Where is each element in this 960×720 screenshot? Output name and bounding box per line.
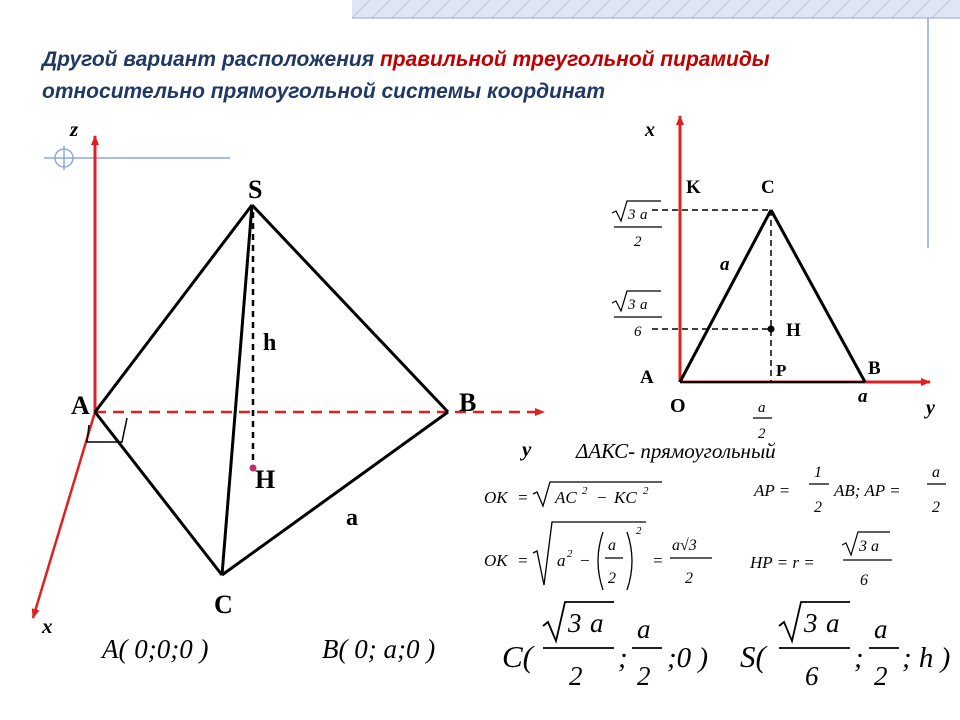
svg-text:2: 2 [685,570,693,587]
svg-text:2: 2 [569,661,583,691]
base-side-a-left: a [720,254,730,275]
point-H-marker [768,326,775,333]
vertex-B: B [459,388,477,417]
svg-text:a: a [932,464,940,481]
decor-band [44,0,960,248]
svg-text:1: 1 [814,464,822,481]
svg-text:a: a [590,608,604,638]
label-h: h [263,330,277,356]
x-axis [33,412,95,618]
base-point-K: K [686,177,701,198]
svg-text:;0 ): ;0 ) [667,642,709,674]
tick-sqrt3a-over-2 [612,201,662,250]
svg-text:C(: C( [502,639,533,674]
svg-text:2: 2 [582,485,588,497]
base-label-y: y [926,397,935,419]
svg-text:a√3: a√3 [672,537,697,554]
side-AC [680,210,771,382]
edge-AC [95,412,222,575]
svg-text:3: 3 [804,608,818,638]
vertex-A: A [71,391,90,420]
coord-A: A( 0;0;0 ) [102,634,209,664]
svg-text:2: 2 [932,499,940,516]
svg-text:a: a [758,400,766,416]
svg-text:3: 3 [568,608,582,638]
svg-text:2: 2 [814,499,822,516]
title-highlight: правильной треугольной пирамиды [379,48,770,71]
coord-S [740,602,950,691]
svg-text:a: a [871,538,879,555]
edge-SB [252,205,448,412]
base-side-a-bottom: a [858,386,868,407]
svg-text:a: a [874,614,888,644]
svg-text:2: 2 [643,485,649,497]
title-part-1: Другой вариант расположения [42,48,380,71]
base-point-A: A [640,367,654,388]
point-H: H [255,465,276,494]
svg-text:=: = [517,488,529,507]
svg-text:a: a [640,207,648,223]
base-label-x: x [645,119,655,141]
coord-B: B( 0; a;0 ) [322,634,436,664]
svg-text:3: 3 [628,207,636,223]
svg-text:KC: KC [614,488,637,507]
svg-text:2: 2 [567,548,573,560]
svg-text:a: a [608,537,616,554]
formula-hp [749,532,892,589]
svg-text:a: a [637,614,651,644]
tick-sqrt3a-over-6 [612,291,662,340]
base-point-B: B [868,358,881,379]
svg-text:=: = [517,551,529,570]
svg-text:a: a [826,608,840,638]
vertex-C: C [214,590,233,619]
triangle-statement: ΔАКС- прямоугольный [576,439,776,463]
svg-text:=: = [652,551,664,570]
svg-text:2: 2 [636,525,642,537]
edge-SA [95,205,252,412]
svg-text:6: 6 [634,324,642,340]
base-diagram [612,116,935,442]
base-point-C: C [761,177,775,198]
pyramid-diagram [33,117,544,638]
svg-text:ОК: ОК [484,551,508,570]
svg-text:S(: S( [740,639,766,674]
svg-text:AC: AC [555,488,577,507]
svg-text:2: 2 [634,234,642,250]
svg-text:2: 2 [608,570,616,587]
formula-ap [753,464,946,516]
side-CB [771,210,865,382]
base-point-H: H [786,320,801,341]
svg-text:3: 3 [628,297,636,313]
label-z: z [70,117,79,141]
svg-text:; h ): ; h ) [902,642,951,674]
svg-text:AB; AP =: AB; AP = [834,481,901,500]
svg-text:2: 2 [758,426,766,442]
svg-text:6: 6 [805,661,819,691]
svg-text:6: 6 [860,572,868,589]
coord-C [502,602,708,691]
svg-text:AP =: AP = [754,481,791,500]
label-y: y [522,437,532,461]
svg-text:;: ; [618,642,628,674]
label-a: a [346,505,358,531]
formula-ok-1 [484,482,662,507]
base-origin: O [670,395,686,417]
svg-text:;: ; [854,642,864,674]
svg-text:a: a [557,551,566,570]
tick-a-over-2 [753,400,772,442]
base-point-P: P [776,361,787,380]
derivation [484,439,946,590]
svg-text:2: 2 [874,661,888,691]
svg-text:2: 2 [637,661,651,691]
svg-text:a: a [640,297,648,313]
label-x: x [42,614,53,638]
vertex-S: S [248,175,263,204]
svg-text:HP = r =: HP = r = [750,553,815,572]
svg-text:ОК: ОК [484,488,508,507]
svg-text:−: − [579,551,591,570]
formula-ok-2 [484,522,712,590]
title-part-2: относительно прямоугольной системы координат [42,80,606,103]
svg-text:−: − [596,488,608,507]
edge-SC [222,205,252,575]
svg-text:3: 3 [859,538,867,555]
